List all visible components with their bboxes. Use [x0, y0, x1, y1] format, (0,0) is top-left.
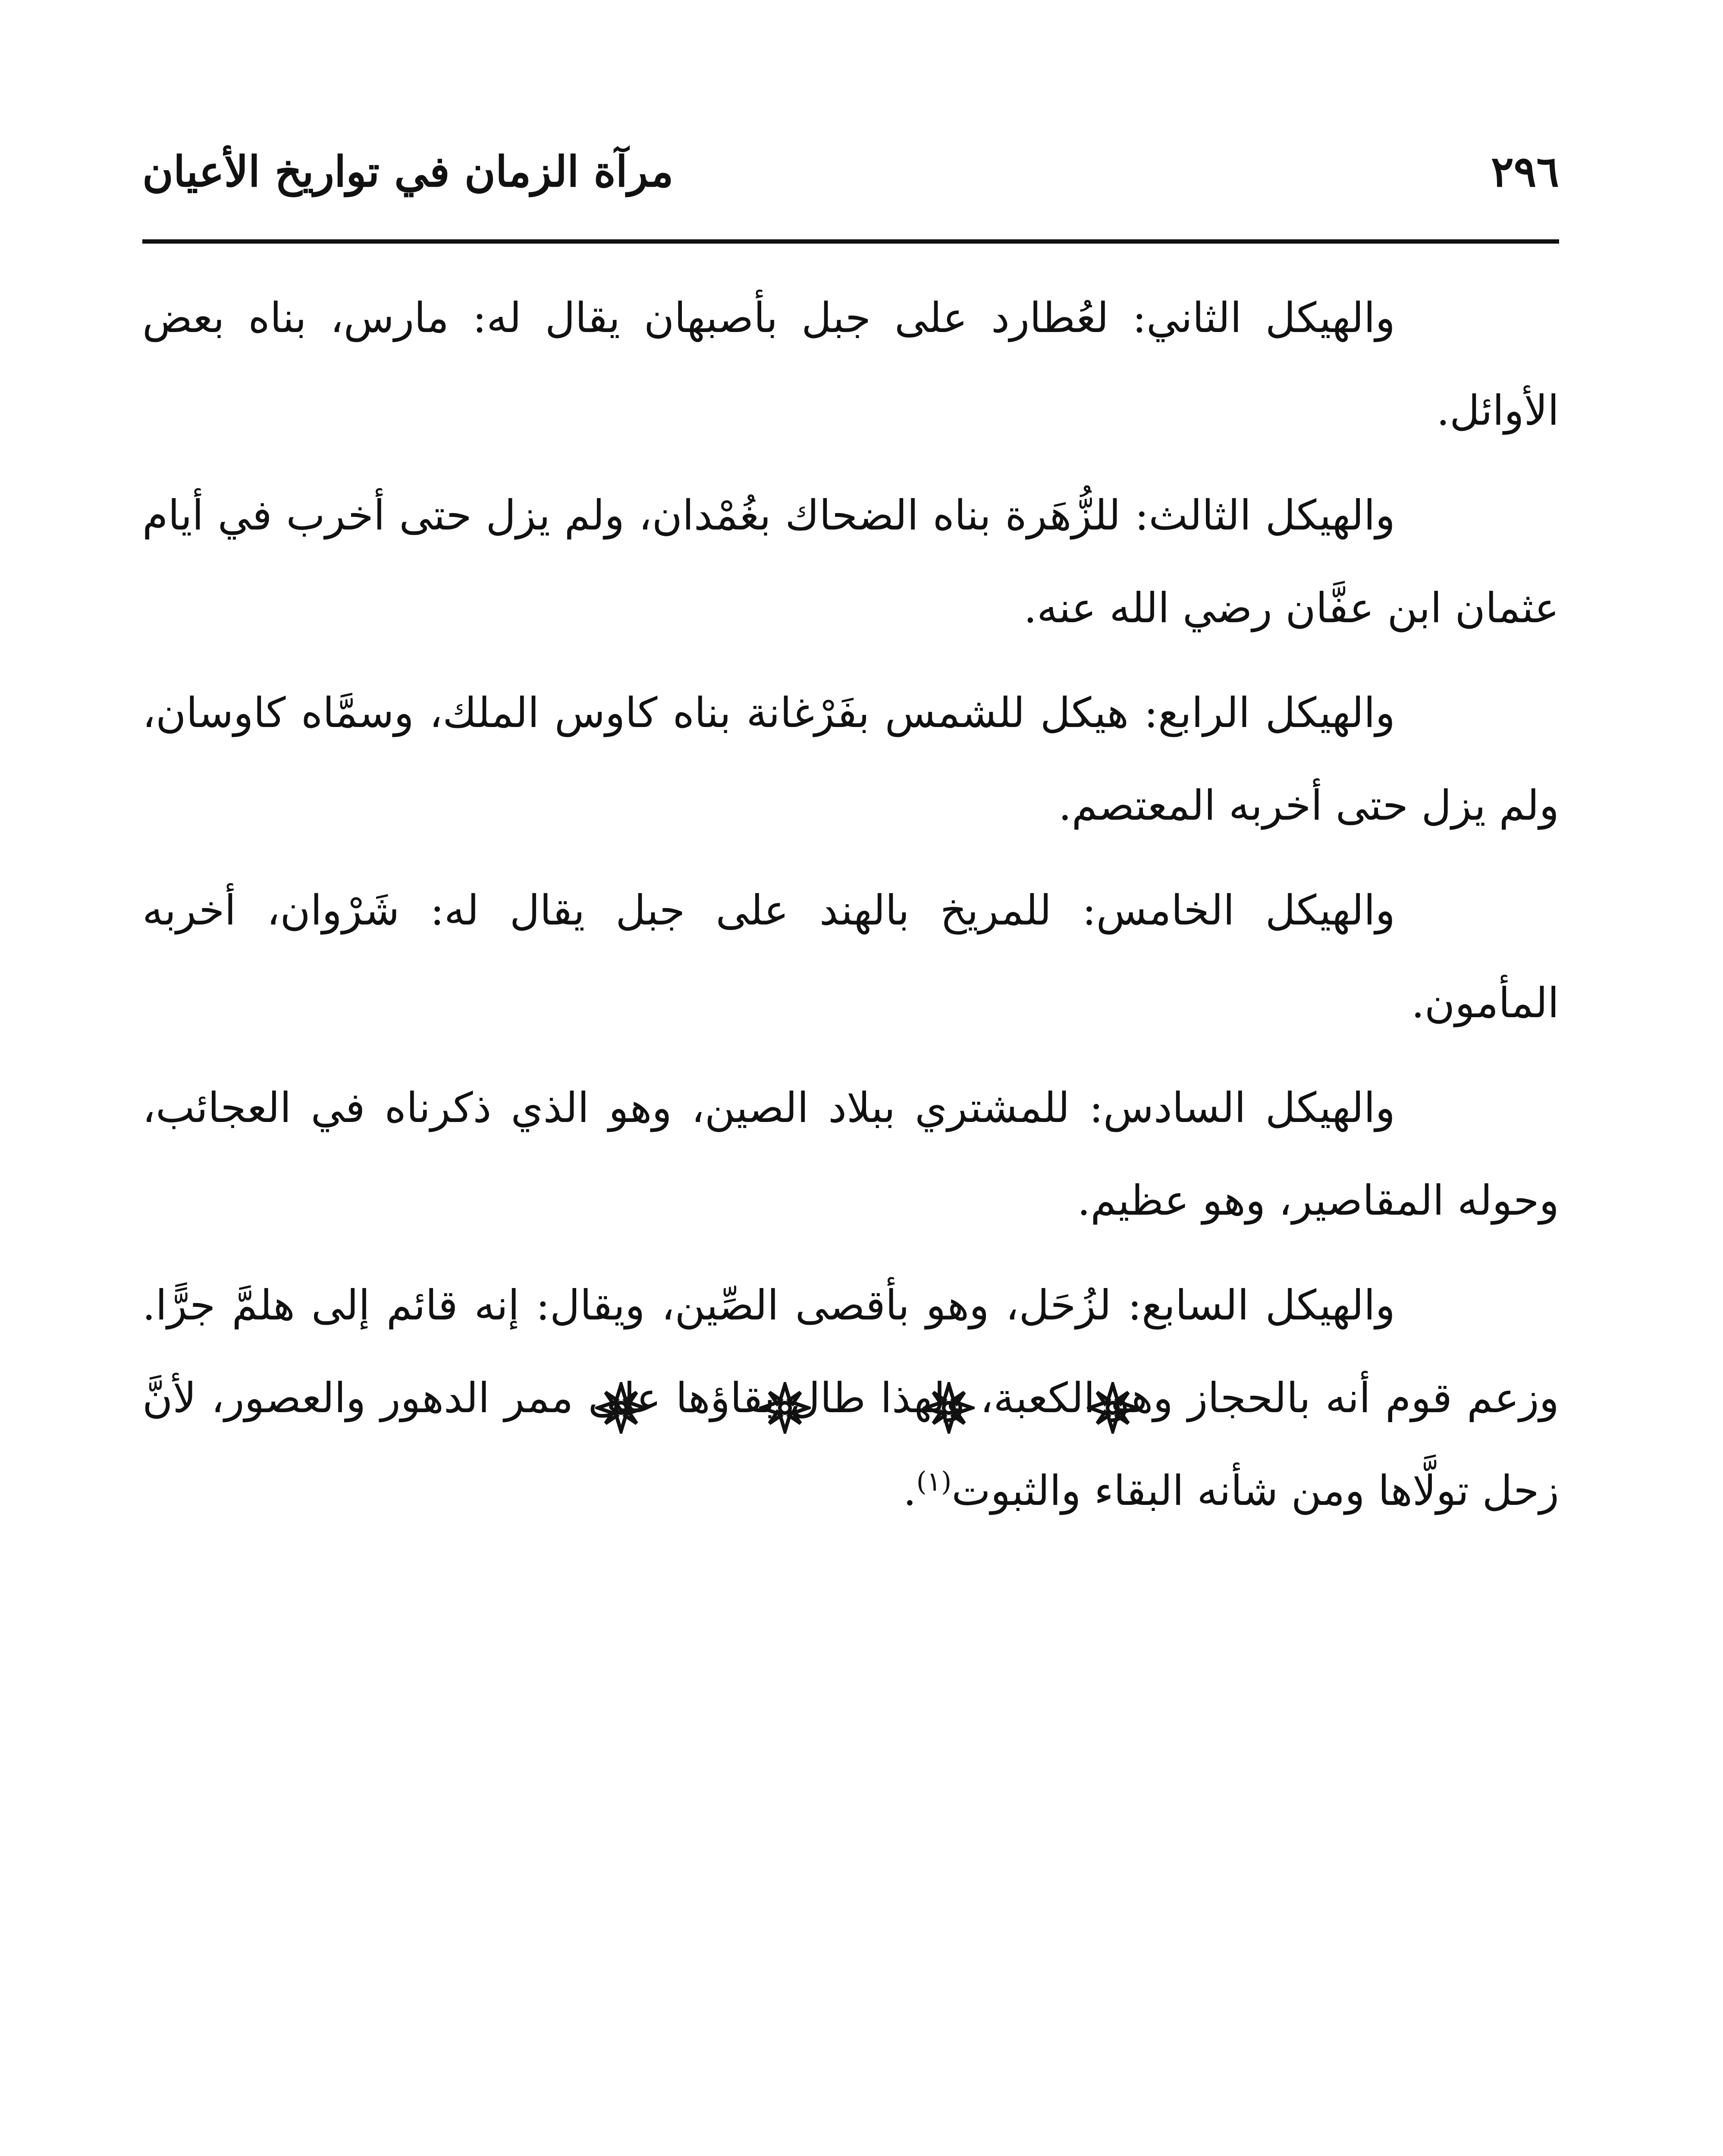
paragraph-text: والهيكل الخامس: للمريخ بالهند على جبل يقال له: شَرْوان، أخربه المأمون. — [142, 886, 1559, 1027]
header-divider — [142, 239, 1559, 244]
footnote-reference: (١) — [916, 1466, 952, 1497]
paragraph-second-temple — [142, 272, 1559, 457]
paragraph-text: والهيكل السابع: لزُحَل، وهو بأقصى الصِّين، ويقال: إنه قائم إلى هلمَّ جرًّا. وزعم قوم أنه بالحجاز وهو الكعبة، ولهذا طال بقاؤها على ممر الدهور والعصور، لأنَّ زحل تولَّاها ومن شأنه البقاء والثبوت — [142, 1281, 1560, 1515]
paragraph-text: والهيكل الرابع: هيكل للشمس بفَرْغانة بناه كاوس الملك، وسمَّاه كاوسان، ولم يزل حتى أخربه المعتصم. — [142, 689, 1559, 830]
floral-ornament-icon — [759, 1382, 811, 1434]
paragraph-fourth-temple — [142, 667, 1559, 852]
page-number: ٢٩٦ — [1491, 147, 1559, 197]
floral-ornament-icon — [595, 1382, 647, 1434]
paragraph-text: والهيكل الثاني: لعُطارد على جبل بأصبهان يقال له: مارس، بناه بعض الأوائل. — [142, 294, 1559, 435]
sentence-end-punctuation: . — [903, 1467, 916, 1515]
paragraph-text: والهيكل السادس: للمشتري ببلاد الصين، وهو الذي ذكرناه في العجائب، وحوله المقاصير، وهو عظيم. — [142, 1084, 1559, 1225]
running-title: مرآة الزمان في تواريخ الأعيان — [142, 147, 674, 197]
running-header — [142, 129, 1559, 237]
paragraph-text: والهيكل الثالث: للزُّهَرة بناه الضحاك بغُمْدان، ولم يزل حتى أخرب في أيام عثمان ابن عفَّان رضي الله عنه. — [142, 491, 1559, 632]
paragraph-sixth-temple — [142, 1062, 1559, 1247]
main-text — [142, 272, 1559, 1549]
floral-ornament-icon — [1087, 1382, 1139, 1434]
section-ornaments — [595, 1371, 1139, 1445]
paragraph-fifth-temple — [142, 864, 1559, 1050]
paragraph-third-temple — [142, 469, 1559, 655]
floral-ornament-icon — [923, 1382, 975, 1434]
